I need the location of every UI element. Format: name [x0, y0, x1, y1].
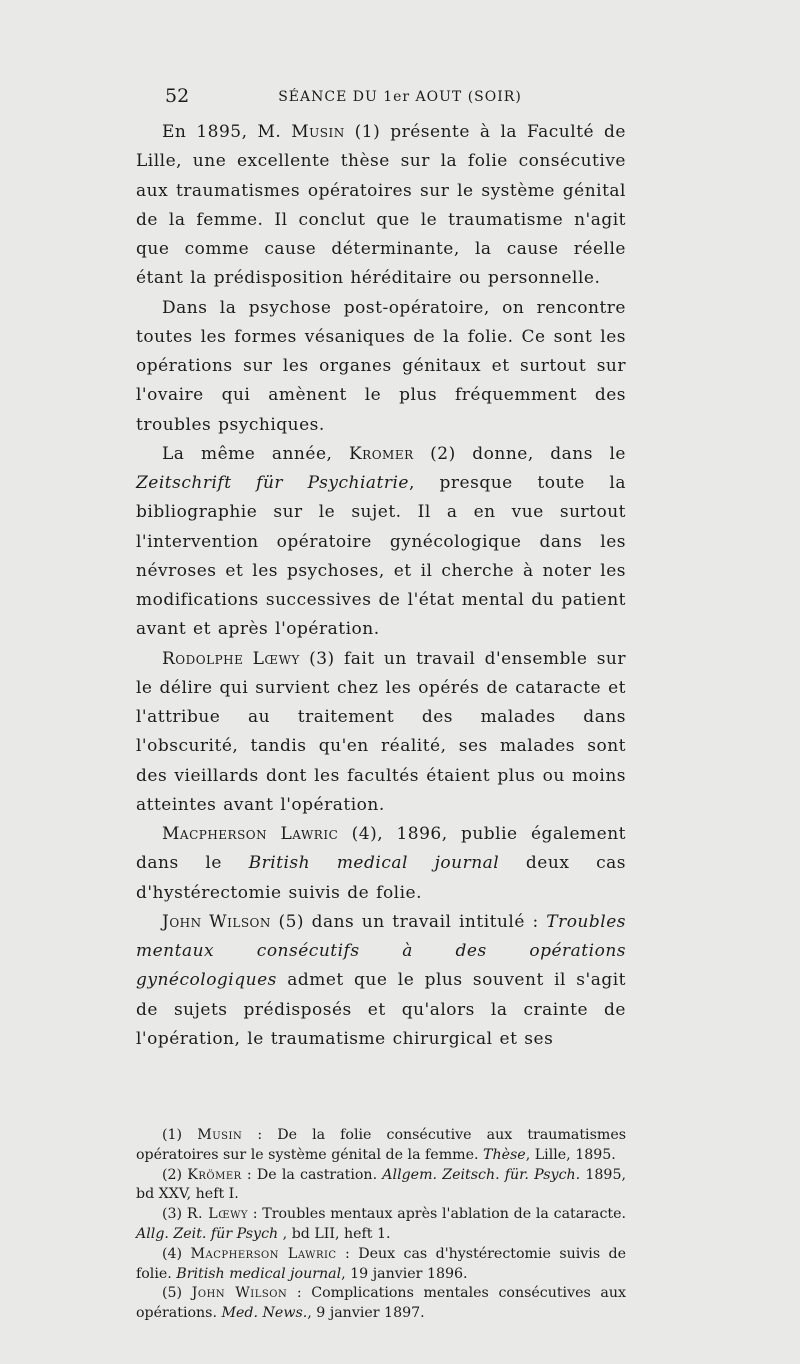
- author-name: Musin: [291, 122, 345, 142]
- footnote-2: (2) Krömer : De la castration. Allgem. Zeitsch. für. Psych. 1895, bd XXV, heft I.: [136, 1166, 626, 1203]
- paragraph-4: Rodolphe Lœwy (3) fait un travail d'ensemble sur le délire qui survient chez les opérés de cataracte et l'attribue au traitement des malades dans l'obscurité, tandis qu'en réalité, ses malades sont des vieillards dont les facultés étaient plus ou moins atteintes avant l'opération.: [136, 648, 626, 815]
- footnote-4: (4) Macpherson Lawric : Deux cas d'hystérectomie suivis de folie. British medical journal, 19 janvier 1896.: [136, 1245, 627, 1282]
- running-head: SÉANCE DU 1er AOUT (SOIR): [278, 89, 522, 105]
- paragraph-6: John Wilson (5) dans un travail intitulé : Troubles mentaux consécutifs à des opérations gynécologiques admet que le plus souvent il s'agit de sujets prédisposés et qu'alors la crainte de l'opération, le traumatisme chirurgical et ses: [136, 911, 626, 1049]
- paragraph-5: Macpherson Lawric (4), 1896, publie également dans le British medical journal deux cas d'hystérectomie suivis de folie.: [136, 824, 627, 903]
- author-name: Macpherson Lawric: [162, 824, 339, 844]
- footnote-1: (1) Musin : De la folie consécutive aux traumatismes opératoires sur le système génital de la femme. Thèse, Lille, 1895.: [136, 1127, 626, 1163]
- citation-title: Allgem. Zeitsch. für. Psych.: [382, 1166, 581, 1183]
- author-name: John Wilson: [191, 1285, 288, 1302]
- author-name: R. Lœwy: [186, 1206, 248, 1223]
- footnotes: [136, 1126, 626, 1324]
- author-name: Musin: [197, 1127, 243, 1143]
- footnote-5: (5) John Wilson : Complications mentales consécutives aux opérations. Med. News., 9 janvier 1897.: [136, 1285, 627, 1322]
- author-name: Macpherson Lawric: [190, 1245, 337, 1262]
- paragraph-2: Dans la psychose post-opératoire, on rencontre toutes les formes vésaniques de la folie. Ce sont les opérations sur les organes génitaux et surtout sur l'ovaire qui amènent le plus fréquemment des troubles psychiques.: [136, 297, 626, 435]
- author-name: John Wilson: [162, 911, 271, 932]
- paragraph-3: La même année, Kromer (2) donne, dans le Zeitschrift für Psychiatrie, presque toute la bibliographie sur le sujet. Il a en vue surtout l'intervention opératoire gynécologique dans les névroses et les psychoses, et il cherche à noter les modifications successives de l'état mental du patient avant et après l'opération.: [136, 443, 627, 640]
- author-name: Krömer: [187, 1166, 242, 1183]
- citation-title: Med. News.: [221, 1305, 308, 1322]
- body-text: [136, 118, 626, 1054]
- paragraph-1: En 1895, M. Musin (1) présente à la Faculté de Lille, une excellente thèse sur la folie consécutive aux traumatismes opératoires sur le système génital de la femme. Il conclut que le traumatisme n'agit que comme cause déterminante, la cause réelle étant la prédisposition héréditaire ou personnelle.: [136, 122, 626, 289]
- work-title: Troubles mentaux consécutifs à des opérations gynécologiques: [136, 911, 626, 991]
- footnote-3: (3) R. Lœwy : Troubles mentaux après l'ablation de la cataracte. Allg. Zeit. für Psych , bd LII, heft 1.: [136, 1206, 626, 1242]
- journal-title: British medical journal: [248, 853, 500, 874]
- citation-title: Allg. Zeit. für Psych: [136, 1225, 279, 1242]
- author-name: Rodolphe Lœwy: [162, 648, 300, 669]
- citation-title: British medical journal: [176, 1265, 342, 1282]
- journal-title: Zeitschrift für Psychiatrie: [136, 473, 409, 493]
- citation-title: Thèse: [483, 1146, 526, 1163]
- page-number: 52: [165, 85, 190, 107]
- author-name: Kromer: [348, 443, 414, 464]
